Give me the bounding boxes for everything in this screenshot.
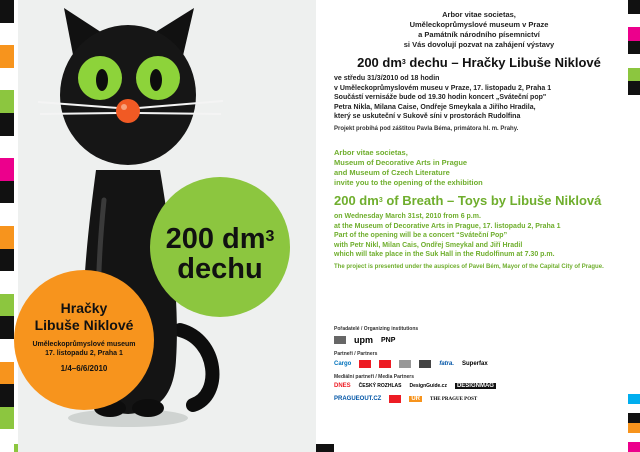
english-intro-line: and Museum of Czech Literature bbox=[334, 168, 450, 177]
media-logo-prague-post: THE PRAGUE POST bbox=[430, 396, 478, 402]
czech-intro bbox=[334, 10, 624, 50]
czech-intro-line: Uměleckoprůmyslové museum v Praze bbox=[409, 20, 549, 29]
media-partners-row-2 bbox=[334, 395, 628, 403]
media-logo-ur: UR bbox=[411, 396, 421, 402]
media-logo-pragueout: PRAGUEOUT.CZ bbox=[334, 396, 382, 402]
exhibition-title-line2: Libuše Niklové bbox=[34, 317, 134, 333]
partner-logo-mark bbox=[419, 360, 431, 368]
english-intro-line: Arbor vitae societas, bbox=[334, 148, 408, 157]
partners-label: Partneři / Partners bbox=[334, 351, 378, 357]
czech-intro-line: Arbor vitae societas, bbox=[442, 10, 516, 19]
media-logo-mark bbox=[389, 395, 401, 403]
circle-title-line1 bbox=[150, 224, 290, 254]
english-detail-line: Part of the opening will be a concert “Sváteční Pop” bbox=[334, 232, 508, 240]
organizer-logo-mark bbox=[334, 336, 346, 344]
english-intro-line: invite you to the opening of the exhibition bbox=[334, 178, 483, 187]
czech-title-part: dechu – Hračky Libuše Niklové bbox=[405, 55, 601, 70]
exhibition-dates: 1/4–6/6/2010 bbox=[60, 364, 108, 373]
media-logo-dnes: DNES bbox=[334, 383, 351, 389]
czech-auspices-note: Projekt probíhá pod záštitou Pavla Béma, primátora hl. m. Prahy. bbox=[334, 125, 519, 132]
title-circle-green bbox=[150, 177, 290, 317]
czech-intro-line: a Památník národního písemnictví bbox=[418, 30, 540, 39]
english-detail-line: at the Museum of Decorative Arts in Prague, 17. listopadu 2, Praha 1 bbox=[334, 222, 561, 230]
english-auspices-note: The project is presented under the auspices of Pavel Bém, Mayor of the Capital City of Prague. bbox=[334, 263, 604, 270]
english-title-part: of Breath – Toys by Libuše Niklová bbox=[382, 193, 602, 208]
czech-title bbox=[334, 55, 624, 71]
organizer-logo-pnp: PNP bbox=[381, 336, 396, 344]
english-detail-line: which will take place in the Suk Hall in the Rudolfinum at 7.30 p.m. bbox=[334, 251, 555, 259]
czech-detail-line: Součástí vernisáže bude od 19.30 hodin koncert „Sváteční pop" bbox=[334, 94, 547, 102]
czech-detail-line: ve středu 31/3/2010 od 18 hodin bbox=[334, 75, 440, 82]
exhibition-venue-line1: Uměleckoprůmyslové museum bbox=[32, 341, 136, 348]
right-edge-stripes-top bbox=[628, 0, 640, 108]
czech-detail-line: v Uměleckoprůmyslovém museu v Praze, 17. listopadu 2, Praha 1 bbox=[334, 84, 552, 92]
organizers-row bbox=[334, 335, 628, 345]
circle-title-line2: dechu bbox=[177, 253, 263, 285]
organizers-label: Pořadatelé / Organizing institutions bbox=[334, 326, 419, 332]
english-title-sup: 3 bbox=[378, 197, 383, 204]
czech-invitation bbox=[334, 10, 624, 132]
english-title bbox=[334, 193, 624, 209]
partner-logo-mark bbox=[399, 360, 411, 368]
czech-title-part: 200 dm bbox=[357, 55, 402, 70]
exhibition-circle-orange bbox=[14, 270, 154, 410]
circle-title-volume: 200 dm bbox=[165, 223, 266, 255]
partner-logo-cargo: Cargo bbox=[334, 361, 352, 367]
english-details bbox=[334, 212, 624, 260]
circle-title-sup: 3 bbox=[265, 228, 275, 245]
czech-detail-line: který se uskuteční v Sukově síni v prostorách Rudolfina bbox=[334, 113, 521, 121]
partner-logo-fatra: fatra. bbox=[439, 361, 455, 367]
partners-row bbox=[334, 360, 628, 368]
partner-logo-superfax: Superfax bbox=[462, 361, 488, 367]
left-edge-stripes bbox=[0, 0, 14, 452]
exhibition-title-line1: Hračky bbox=[60, 300, 108, 316]
media-partners-label: Mediální partneři / Media Partners bbox=[334, 374, 415, 380]
media-partners-row-1 bbox=[334, 383, 628, 389]
english-detail-line: on Wednesday March 31st, 2010 from 6 p.m. bbox=[334, 213, 481, 220]
media-logo-designguide: DesignGuide.cz bbox=[409, 383, 447, 389]
partner-logo-mark bbox=[359, 360, 371, 368]
czech-detail-line: Petra Nikla, Milana Caise, Ondřeje Smeykala a Jiřího Hradila, bbox=[334, 103, 536, 111]
english-invitation bbox=[334, 148, 624, 270]
english-intro-line: Museum of Decorative Arts in Prague bbox=[334, 158, 468, 167]
english-detail-line: with Petr Nikl, Milan Cais, Ondřej Smeykal and Jiří Hradil bbox=[334, 241, 523, 249]
czech-details bbox=[334, 74, 624, 122]
right-edge-stripes-bottom bbox=[628, 394, 640, 452]
sponsor-logos bbox=[334, 326, 628, 409]
exhibition-venue-line2: 17. listopadu 2, Praha 1 bbox=[45, 350, 123, 357]
media-logo-cesky-rozhlas: ČESKÝ ROZHLAS bbox=[358, 383, 402, 389]
organizer-logo-upm: upm bbox=[354, 335, 373, 345]
english-intro bbox=[334, 148, 624, 188]
czech-title-sup: 3 bbox=[401, 59, 406, 66]
partner-logo-mark bbox=[379, 360, 391, 368]
media-logo-designmag: DESIGNMAG bbox=[456, 383, 494, 389]
czech-intro-line: si Vás dovolují pozvat na zahájení výstavy bbox=[403, 40, 555, 49]
english-title-part: 200 dm bbox=[334, 193, 379, 208]
